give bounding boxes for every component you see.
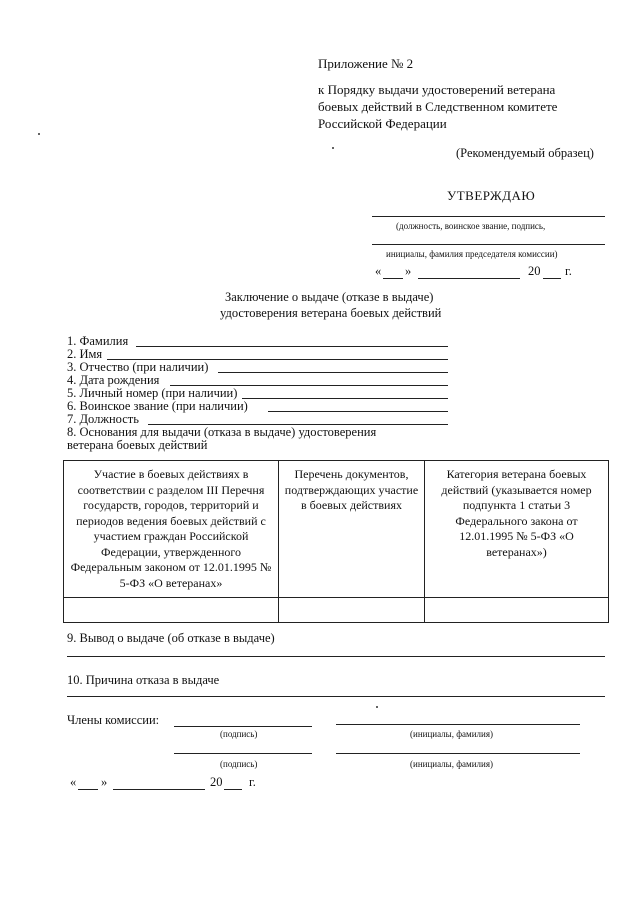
order-line-3: Российской Федерации [318, 116, 447, 131]
field-rank-line[interactable] [268, 411, 448, 412]
approve-year: 20 [528, 264, 541, 278]
approve-line-2 [372, 244, 605, 245]
order-line-2: боевых действий в Следственном комитете [318, 99, 558, 114]
reason-line[interactable] [67, 696, 605, 697]
table-row [64, 598, 609, 623]
footer-date-open: « [70, 775, 77, 789]
field-patronymic-label: 3. Отчество (при наличии) [67, 360, 209, 374]
member-1-sign-line[interactable] [174, 726, 312, 727]
member-2-sign-line[interactable] [174, 753, 312, 754]
reason-label: 10. Причина отказа в выдаче [67, 673, 220, 687]
sample-note: (Рекомендуемый образец) [456, 146, 594, 160]
footer-month-line[interactable] [113, 789, 205, 790]
table-header-participation: Участие в боевых действиях в соответствии с разделом III Перечня государств, городов, территорий и периодов ведения боевых действий с участием граждан Российской Федерации, утвержденного Федеральным законом от 12.01.1995 № 5-ФЗ «О ветеранах» [64, 461, 279, 598]
field-surname-line[interactable] [136, 346, 448, 347]
member-1-name-line[interactable] [336, 724, 580, 725]
approve-caption-2: инициалы, фамилия председателя комиссии) [386, 249, 558, 259]
table-cell-category[interactable] [425, 598, 609, 623]
order-line-1: к Порядку выдачи удостоверений ветерана [318, 82, 556, 97]
table-cell-participation[interactable] [64, 598, 279, 623]
footer-year: 20 [210, 775, 223, 789]
footer-date-close: » [101, 775, 108, 789]
approve-month-line [418, 278, 520, 279]
doc-title-line-1: Заключение о выдаче (отказе в выдаче) [225, 290, 434, 304]
member-1-name-caption: (инициалы, фамилия) [410, 729, 493, 739]
scan-dot [38, 133, 40, 135]
doc-title-line-2: удостоверения ветерана боевых действий [220, 306, 442, 320]
table-header-category: Категория ветерана боевых действий (указывается номер подпункта 1 статьи 3 Федерального закона от 12.01.1995 № 5-ФЗ «О ветеранах») [425, 461, 609, 598]
footer-day-line[interactable] [78, 789, 98, 790]
scan-dot [376, 706, 378, 708]
table-header-row [64, 461, 609, 598]
approve-year-suffix: г. [565, 264, 572, 278]
basis-line-1: 8. Основания для выдачи (отказа в выдаче) удостоверения [67, 425, 377, 439]
approve-date-close: » [405, 264, 412, 278]
approve-title: УТВЕРЖДАЮ [447, 188, 536, 203]
field-birthdate-label: 4. Дата рождения [67, 373, 160, 387]
table-header-documents: Перечень документов, подтверждающих участие в боевых действиях [279, 461, 425, 598]
footer-year-suffix: г. [249, 775, 256, 789]
footer-year-line[interactable] [224, 789, 242, 790]
members-label: Члены комиссии: [67, 713, 160, 727]
member-2-sign-caption: (подпись) [220, 759, 258, 769]
approve-day-line [383, 278, 403, 279]
appendix-title: Приложение № 2 [318, 56, 414, 71]
approve-date-open: « [375, 264, 382, 278]
conclusion-label: 9. Вывод о выдаче (об отказе в выдаче) [67, 631, 275, 645]
conclusion-line[interactable] [67, 656, 605, 657]
field-position-label: 7. Должность [67, 412, 139, 426]
member-2-name-line[interactable] [336, 753, 580, 754]
field-rank-label: 6. Воинское звание (при наличии) [67, 399, 248, 413]
field-personal-number-line[interactable] [242, 398, 448, 399]
approve-line-1 [372, 216, 605, 217]
field-surname-label: 1. Фамилия [67, 334, 129, 348]
field-patronymic-line[interactable] [218, 372, 448, 373]
scan-dot [332, 147, 334, 149]
field-name-label: 2. Имя [67, 347, 103, 361]
approve-caption-1: (должность, воинское звание, подпись, [396, 221, 546, 231]
field-personal-number-label: 5. Личный номер (при наличии) [67, 386, 238, 400]
basis-table [63, 460, 609, 623]
table-cell-documents[interactable] [279, 598, 425, 623]
basis-line-2: ветерана боевых действий [67, 438, 208, 452]
member-1-sign-caption: (подпись) [220, 729, 258, 739]
approve-year-line [543, 278, 561, 279]
member-2-name-caption: (инициалы, фамилия) [410, 759, 493, 769]
